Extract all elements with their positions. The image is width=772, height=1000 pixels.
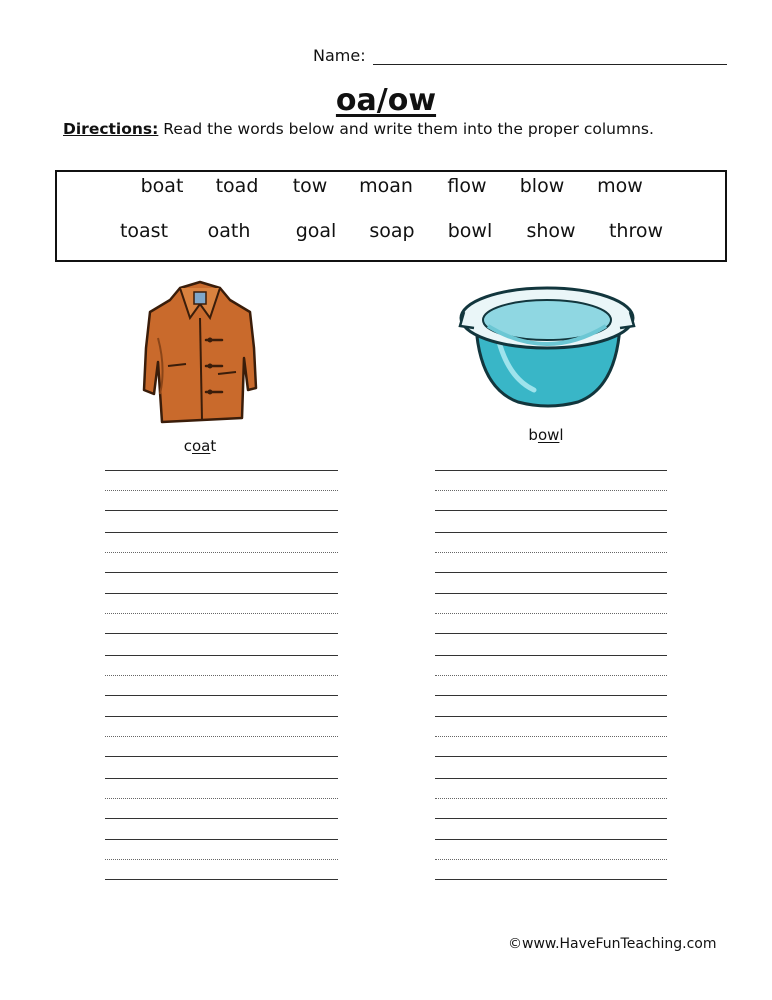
writing-line[interactable]	[435, 510, 667, 511]
word-bank	[55, 170, 727, 262]
writing-line[interactable]	[105, 655, 338, 656]
writing-line[interactable]	[435, 716, 667, 717]
directions-label: Directions:	[63, 120, 159, 138]
column-caption-coat: coat	[183, 437, 217, 455]
column-caption-bowl: bowl	[528, 426, 564, 444]
writing-midline	[435, 490, 667, 491]
writing-line[interactable]	[105, 532, 338, 533]
bowl-icon	[458, 278, 636, 408]
writing-line[interactable]	[105, 756, 338, 757]
writing-line[interactable]	[105, 818, 338, 819]
word-bank-word: flow	[447, 175, 487, 197]
writing-line[interactable]	[105, 510, 338, 511]
word-bank-word: soap	[369, 220, 415, 242]
writing-midline	[105, 490, 338, 491]
word-bank-word: boat	[140, 175, 184, 197]
writing-midline	[435, 798, 667, 799]
writing-line[interactable]	[435, 695, 667, 696]
writing-line[interactable]	[435, 879, 667, 880]
coat-icon	[138, 278, 260, 430]
writing-line[interactable]	[105, 593, 338, 594]
writing-midline	[105, 613, 338, 614]
directions	[63, 120, 654, 138]
word-bank-word: bowl	[447, 220, 493, 242]
writing-line[interactable]	[435, 818, 667, 819]
writing-line[interactable]	[105, 695, 338, 696]
writing-midline	[105, 859, 338, 860]
word-bank-word: throw	[608, 220, 664, 242]
writing-line[interactable]	[435, 778, 667, 779]
writing-line[interactable]	[105, 633, 338, 634]
writing-midline	[435, 736, 667, 737]
writing-midline	[435, 613, 667, 614]
word-bank-word: moan	[359, 175, 413, 197]
writing-line[interactable]	[105, 716, 338, 717]
writing-midline	[105, 552, 338, 553]
writing-midline	[435, 552, 667, 553]
writing-midline	[435, 675, 667, 676]
word-bank-word: blow	[519, 175, 565, 197]
name-field[interactable]	[373, 64, 727, 65]
writing-line[interactable]	[435, 470, 667, 471]
writing-line[interactable]	[435, 572, 667, 573]
writing-line[interactable]	[435, 756, 667, 757]
word-bank-word: show	[526, 220, 576, 242]
writing-line[interactable]	[105, 470, 338, 471]
word-bank-word: toad	[215, 175, 259, 197]
word-bank-word: oath	[207, 220, 251, 242]
word-bank-word: tow	[292, 175, 328, 197]
writing-line[interactable]	[105, 839, 338, 840]
writing-line[interactable]	[435, 633, 667, 634]
writing-line[interactable]	[435, 839, 667, 840]
name-label: Name:	[313, 46, 366, 65]
writing-line[interactable]	[105, 778, 338, 779]
writing-midline	[105, 736, 338, 737]
writing-line[interactable]	[435, 655, 667, 656]
writing-line[interactable]	[435, 593, 667, 594]
footer-copyright: ©www.HaveFunTeaching.com	[508, 936, 717, 952]
word-bank-word: goal	[295, 220, 337, 242]
writing-line[interactable]	[435, 532, 667, 533]
writing-midline	[105, 675, 338, 676]
writing-midline	[435, 859, 667, 860]
directions-text: Read the words below and write them into the proper columns.	[158, 120, 654, 138]
writing-line[interactable]	[105, 572, 338, 573]
page-title: oa/ow	[335, 83, 437, 118]
writing-line[interactable]	[105, 879, 338, 880]
word-bank-word: mow	[597, 175, 643, 197]
writing-midline	[105, 798, 338, 799]
word-bank-word: toast	[119, 220, 169, 242]
